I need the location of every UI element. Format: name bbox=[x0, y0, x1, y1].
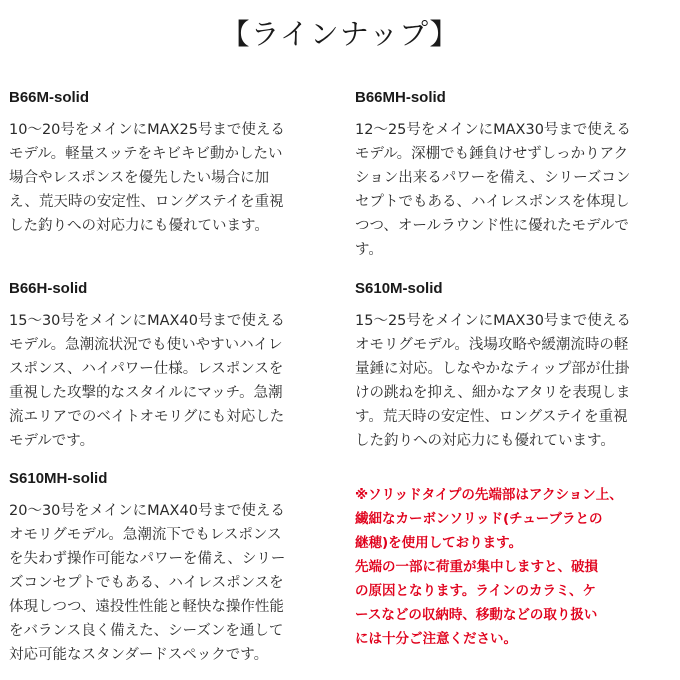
product-description-line: けの跳ねを抑え、細かなアタリを表現しま bbox=[355, 385, 631, 401]
product-description-line: 流エリアでのベイトオモリグにも対応した bbox=[9, 409, 285, 425]
caution-notice-line: 繊細なカーボンソリッド(チューブラとの bbox=[355, 511, 603, 527]
product-description-line: モデル。急潮流状況でも使いやすいハイレ bbox=[9, 337, 283, 353]
product-block-b66m-solid bbox=[9, 88, 339, 238]
caution-notice-line: 継穂)を使用しております。 bbox=[355, 535, 523, 551]
product-description-line: 10～20号をメインにMAX25号まで使える bbox=[9, 122, 285, 138]
product-description-line: え、荒天時の安定性、ロングステイを重視 bbox=[9, 194, 284, 210]
product-description-line: 15～30号をメインにMAX40号まで使える bbox=[9, 313, 285, 329]
product-description-line: した釣りへの対応力にも優れています。 bbox=[9, 218, 269, 234]
product-description-line: 重視した攻撃的なスタイルにマッチ。急潮 bbox=[9, 385, 283, 401]
product-description-line: モデル。深棚でも錘負けせずしっかりアク bbox=[355, 146, 629, 162]
caution-notice-line: には十分ご注意ください。 bbox=[355, 631, 517, 647]
product-description-line: 15～25号をメインにMAX30号まで使える bbox=[355, 313, 631, 329]
product-description-line: 20～30号をメインにMAX40号まで使える bbox=[9, 503, 285, 519]
page-title: 【ラインナップ】 bbox=[220, 17, 460, 51]
product-block-s610m-solid bbox=[355, 279, 680, 453]
product-description-line: つつ、オールラウンド性に優れたモデルで bbox=[355, 218, 629, 234]
product-name: B66MH-solid bbox=[355, 89, 446, 106]
product-description-line: モデル。軽量スッテをキビキビ動かしたい bbox=[9, 146, 283, 162]
product-description-line: す。 bbox=[355, 242, 383, 258]
product-description-line: を失わず操作可能なパワーを備え、シリー bbox=[9, 551, 286, 567]
caution-notice-line: ースなどの収納時、移動などの取り扱い bbox=[355, 607, 598, 623]
product-description-line: す。荒天時の安定性、ロングステイを重視 bbox=[355, 409, 628, 425]
product-block-s610mh-solid bbox=[9, 469, 339, 667]
caution-notice-line: ※ソリッドタイプの先端部はアクション上、 bbox=[355, 487, 623, 503]
product-description-line: ズコンセプトでもある、ハイレスポンスを bbox=[9, 575, 284, 591]
product-name: S610MH-solid bbox=[9, 470, 108, 487]
product-description-line: オモリグモデル。急潮流下でもレスポンス bbox=[9, 527, 282, 543]
product-description-line: スポンス、ハイパワー仕様。レスポンスを bbox=[9, 361, 284, 377]
product-block-b66mh-solid bbox=[355, 88, 680, 262]
product-description-line: した釣りへの対応力にも優れています。 bbox=[355, 433, 615, 449]
product-description-line: 量錘に対応。しなやかなティップ部が仕掛 bbox=[355, 361, 630, 377]
product-description-line: 12～25号をメインにMAX30号まで使える bbox=[355, 122, 631, 138]
product-description-line: オモリグモデル。浅場攻略や緩潮流時の軽 bbox=[355, 337, 629, 353]
product-description-line: 場合やレスポンスを優先したい場合に加 bbox=[9, 170, 270, 186]
product-name: B66M-solid bbox=[9, 89, 90, 106]
product-description-line: 対応可能なスタンダードスペックです。 bbox=[9, 647, 269, 663]
product-description-line: をバランス良く備えた、シーズンを通して bbox=[9, 623, 284, 639]
product-description-line: セプトでもある、ハイレスポンスを体現し bbox=[355, 194, 630, 210]
product-description-line: モデルです。 bbox=[9, 433, 95, 449]
caution-notice-line: 先端の一部に荷重が集中しますと、破損 bbox=[355, 559, 598, 575]
product-description-line: ション出来るパワーを備え、シリーズコン bbox=[355, 170, 631, 186]
product-description-line: 体現しつつ、遠投性性能と軽快な操作性能 bbox=[9, 599, 284, 615]
caution-notice bbox=[355, 483, 680, 651]
caution-notice-line: の原因となります。ラインのカラミ、ケ bbox=[355, 583, 596, 599]
product-name: B66H-solid bbox=[9, 280, 88, 297]
product-block-b66h-solid bbox=[9, 279, 339, 453]
product-name: S610M-solid bbox=[355, 280, 443, 297]
